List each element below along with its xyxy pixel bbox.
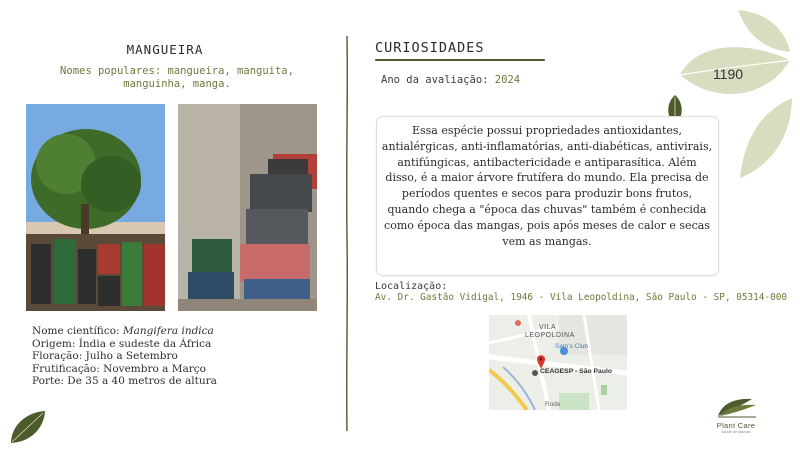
- scientific-name: [32, 325, 217, 338]
- evaluation-year: [381, 74, 520, 86]
- scientific-name-label: Nome científico:: [32, 325, 123, 337]
- crates-photo: [178, 104, 317, 311]
- location-address[interactable]: Av. Dr. Gastão Vidigal, 1946 - Vila Leopoldina, São Paulo - SP, 05314-000: [375, 292, 788, 303]
- tree-photo: [26, 104, 165, 311]
- map-street: Rode: [545, 401, 561, 408]
- plant-care-logo-tagline: saúde de plantas: [721, 430, 751, 434]
- column-divider: [345, 36, 349, 431]
- flowering: Floração: Julho a Setembro: [32, 350, 178, 363]
- plant-size: Porte: De 35 a 40 metros de altura: [32, 375, 217, 388]
- curiosities-title: CURIOSIDADES: [375, 40, 485, 56]
- map-district-line2: LEOPOLDINA: [525, 332, 575, 339]
- origin: Origem: Índia e sudeste da África: [32, 337, 212, 350]
- map-poi-sams: Sam's Club: [555, 343, 589, 350]
- fruiting: Frutificação: Novembro a Março: [32, 362, 206, 375]
- bottom-leaf-icon: [8, 408, 48, 446]
- year-label: Ano da avaliação:: [381, 74, 495, 86]
- scientific-name-value: Mangifera indica: [122, 325, 214, 337]
- location-label: Localização:: [375, 281, 448, 292]
- map-poi-ceagesp: CEAGESP - São Paulo: [540, 368, 613, 375]
- plant-care-logo-name: Plant Care: [716, 421, 756, 430]
- popular-names: Nomes populares: mangueira, manguita, manguinha, manga.: [60, 65, 294, 90]
- year-value: 2024: [494, 74, 521, 86]
- location-map[interactable]: [489, 315, 627, 410]
- curiosities-text: Essa espécie possui propriedades antioxidantes, antialérgicas, anti-inflamatórias, anti-diabéticas, antivirais, antifúngicas, antibactericidade e antiparasítica. Além disso, é a maior árvore frutífera do mundo. Ela precisa de períodos quentes e secos para produzir bons frutos, quando chega a "época das chuvas" também é conhecida como época das mangas, pois após meses de calor e secas vem as mangas.: [381, 124, 713, 248]
- plant-number-badge: 1190: [712, 66, 744, 82]
- plant-facts: [32, 325, 217, 388]
- map-district-line1: VILA: [539, 324, 557, 331]
- title-underline: [375, 59, 545, 61]
- plant-title: MANGUEIRA: [126, 42, 204, 57]
- plant-care-logo-icon: [716, 396, 758, 420]
